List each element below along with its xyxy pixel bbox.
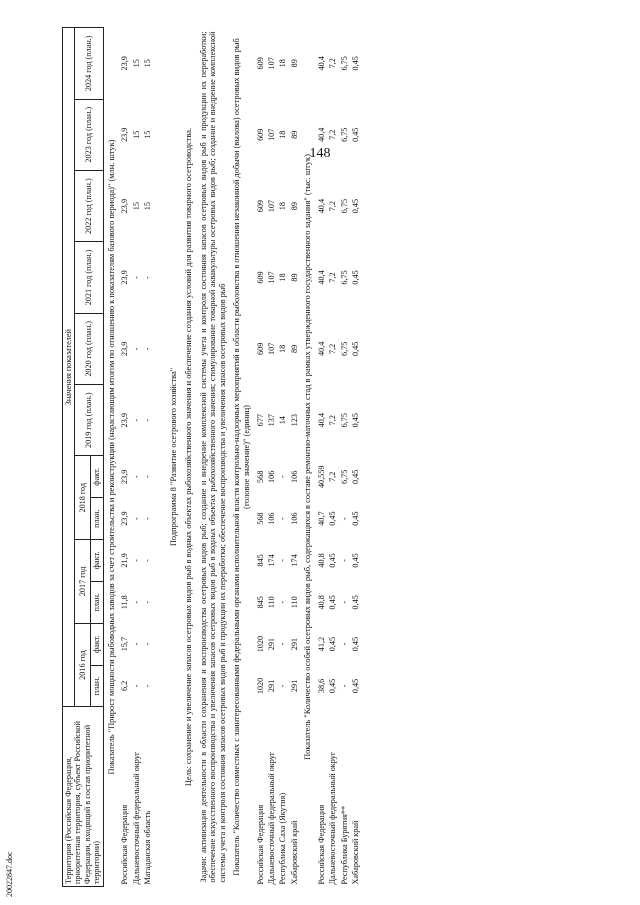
value-cell: 23,9 bbox=[120, 127, 130, 142]
value-cell: 845 bbox=[255, 554, 265, 567]
table-row bbox=[131, 28, 142, 887]
value-cell: 0,45 bbox=[351, 198, 361, 214]
value-cell: 7,2 bbox=[328, 58, 338, 69]
table-row bbox=[316, 28, 327, 887]
value-cell: - bbox=[131, 276, 141, 279]
value-cell: 11,8 bbox=[120, 595, 130, 610]
indicators-table bbox=[62, 27, 362, 887]
value-cell: 15 bbox=[143, 130, 153, 139]
value-cell: 18 bbox=[278, 202, 288, 211]
value-cell: - bbox=[143, 418, 153, 422]
future-year-header: 2021 год (план.) bbox=[75, 242, 103, 313]
fact-subheader: факт. bbox=[91, 456, 103, 498]
value-cell: 40,4 bbox=[316, 56, 326, 71]
value-cell: 23,9 bbox=[120, 413, 130, 428]
value-cell: 23,9 bbox=[120, 511, 130, 526]
value-cell: - bbox=[278, 600, 288, 604]
future-year-header: 2019 год (план.) bbox=[75, 385, 103, 456]
value-cell: - bbox=[339, 684, 349, 688]
value-cell: 0,45 bbox=[351, 511, 361, 526]
value-cell: 6,75 bbox=[339, 127, 349, 142]
value-cell: 107 bbox=[266, 199, 276, 213]
value-cell: 23,9 bbox=[120, 56, 130, 71]
table-row bbox=[350, 28, 361, 887]
value-cell: - bbox=[131, 684, 141, 688]
value-cell: - bbox=[143, 517, 153, 520]
value-cell: 89 bbox=[289, 59, 299, 68]
value-cell: 1020 bbox=[255, 635, 265, 653]
value-cell: - bbox=[131, 475, 141, 479]
table-row bbox=[119, 28, 130, 887]
value-cell: 0,45 bbox=[351, 270, 361, 285]
value-cell: 21,9 bbox=[120, 553, 130, 568]
value-cell: - bbox=[131, 600, 141, 604]
territory-name: Российская Федерация bbox=[255, 804, 265, 885]
value-cell: 6,75 bbox=[339, 413, 349, 428]
value-cell: 7,2 bbox=[328, 129, 338, 140]
value-cell: - bbox=[143, 684, 153, 688]
value-cell: 15 bbox=[143, 202, 153, 211]
value-cell: 174 bbox=[289, 554, 299, 567]
table-body bbox=[103, 28, 361, 887]
value-cell: 106 bbox=[289, 470, 299, 483]
value-cell: 609 bbox=[255, 57, 265, 70]
subprogram-goal: Цель: сохранение и увеличение запасов осетровых видов рыб в водных объектах рыбохозяйственного значения и обеспечение создания условий для развития товарного осетроводства. bbox=[184, 127, 194, 787]
value-cell: - bbox=[278, 642, 288, 646]
value-cell: 106 bbox=[289, 512, 299, 525]
value-cell: - bbox=[131, 517, 141, 520]
value-cell: 609 bbox=[255, 199, 265, 213]
value-cell: 23,9 bbox=[120, 341, 130, 356]
value-cell: 609 bbox=[255, 271, 265, 284]
value-cell: 40,4 bbox=[316, 413, 326, 428]
value-cell: 15 bbox=[131, 59, 141, 68]
value-cell: - bbox=[339, 517, 349, 520]
value-cell: - bbox=[278, 559, 288, 562]
value-cell: 110 bbox=[289, 596, 299, 609]
value-cell: 40,4 bbox=[316, 198, 326, 214]
value-cell: 7,2 bbox=[328, 415, 338, 426]
value-cell: 291 bbox=[289, 637, 299, 651]
value-cell: - bbox=[131, 559, 141, 562]
territory-name: Дальневосточный федеральный округ bbox=[131, 751, 141, 885]
value-cell: 0,45 bbox=[351, 553, 361, 568]
value-cell: 18 bbox=[278, 344, 288, 353]
table-row bbox=[339, 28, 350, 887]
value-cell: - bbox=[339, 642, 349, 646]
value-cell: 89 bbox=[289, 344, 299, 353]
value-cell: 123 bbox=[289, 414, 299, 427]
value-cell: - bbox=[143, 347, 153, 351]
indicator-caption: Показатель "Количество совместных с заинтересованными федеральными органами исполнительной власти контрольно-надзорных мероприятий в области рыболовства в отношении незаконной добычи (вылова) осетровых видов рыб (головое значение)" (единиц) bbox=[232, 38, 251, 876]
value-cell: 609 bbox=[255, 128, 265, 141]
value-cell: 0,45 bbox=[351, 469, 361, 484]
value-cell: 0,45 bbox=[351, 413, 361, 428]
territory-name: Хабаровский край bbox=[351, 820, 361, 885]
territory-name: Дальневосточный федеральный округ bbox=[328, 751, 338, 885]
value-cell: 23,9 bbox=[120, 198, 130, 214]
value-cell: 0,45 bbox=[351, 595, 361, 610]
value-cell: 677 bbox=[255, 414, 265, 427]
value-cell: - bbox=[143, 642, 153, 646]
indicator-caption: Показатель "Количество особей осетровых видов рыб, содержащихся в составе ремонтно-маточных стад в рамках утвержденного государственного задания" (тыс. штук) bbox=[303, 154, 313, 760]
value-cell: 174 bbox=[266, 554, 276, 567]
value-cell: - bbox=[278, 684, 288, 688]
value-cell: 0,45 bbox=[328, 595, 338, 610]
value-cell: 568 bbox=[255, 512, 265, 525]
fact-subheader: факт. bbox=[91, 540, 103, 582]
value-cell: - bbox=[339, 600, 349, 604]
value-cell: 291 bbox=[266, 679, 276, 693]
value-cell: 107 bbox=[266, 271, 276, 284]
plan-subheader: план. bbox=[91, 498, 103, 540]
value-cell: - bbox=[143, 559, 153, 562]
value-cell: 15 bbox=[131, 202, 141, 211]
value-cell: 0,45 bbox=[328, 511, 338, 526]
value-cell: 15,7 bbox=[120, 636, 130, 652]
value-cell: 7,2 bbox=[328, 272, 338, 283]
value-cell: 0,45 bbox=[351, 636, 361, 652]
value-cell: 38,6 bbox=[316, 678, 326, 694]
value-cell: 15 bbox=[143, 59, 153, 68]
value-cell: 89 bbox=[289, 273, 299, 282]
value-cell: 291 bbox=[266, 637, 276, 651]
value-cell: 40,8 bbox=[316, 595, 326, 610]
page-number: 148 bbox=[309, 146, 331, 161]
value-cell: 609 bbox=[255, 342, 265, 355]
subprogram-tasks: Задачи: активизация деятельности в области сохранения и воспроизводства осетровых видов рыб; создание и внедрение комплексной системы учета и контроля состояния запасов осетровых видов рыб и продукции их переработки; обеспечение искусственного воспроизводства и увеличения запасов осетровых видов рыб в водных объектах рыбохозяйственного значения; стимулирование товарной аквакультуры осетровых видов рыб; создание и внедрение комплексной системы учета и контроля состояния запасов осетровых видов рыб и продукции их переработки; обеспечение воспроизводства и увеличения запасов осетровых видов рыб bbox=[198, 31, 227, 883]
value-cell: 40,4 bbox=[316, 127, 326, 142]
value-cell: 6,75 bbox=[339, 270, 349, 285]
value-cell: 6,2 bbox=[120, 680, 130, 692]
territory-header: Территория (Российская Федерация, приоритетная территория, субъект Российской Федерации, входящий в состав приоритетной территории) bbox=[63, 707, 104, 887]
plan-subheader: план. bbox=[91, 665, 103, 707]
value-cell: - bbox=[278, 475, 288, 479]
value-cell: - bbox=[131, 642, 141, 646]
table-row bbox=[142, 28, 153, 887]
value-cell: 0,45 bbox=[328, 678, 338, 694]
value-cell: 6,75 bbox=[339, 469, 349, 484]
value-cell: 7,2 bbox=[328, 471, 338, 482]
future-year-header: 2020 год (план.) bbox=[75, 313, 103, 384]
value-cell: 0,45 bbox=[351, 127, 361, 142]
value-cell: 41,2 bbox=[316, 636, 326, 652]
value-cell: 40,4 bbox=[316, 341, 326, 356]
value-cell: 0,45 bbox=[328, 553, 338, 568]
table-row bbox=[289, 28, 300, 887]
table-row bbox=[327, 28, 338, 887]
future-year-header: 2024 год (план.) bbox=[75, 28, 103, 100]
value-cell: 6,75 bbox=[339, 198, 349, 214]
territory-name: Дальневосточный федеральный округ bbox=[266, 751, 276, 885]
value-cell: 110 bbox=[266, 596, 276, 609]
footer-filename: 20022847.doc bbox=[5, 851, 14, 897]
table-row bbox=[266, 28, 277, 887]
value-cell: 845 bbox=[255, 596, 265, 609]
subprogram-title: Подпрограмма 8 "Развитие осетрового хозяйства" bbox=[168, 367, 178, 547]
value-cell: - bbox=[143, 475, 153, 479]
value-cell: 137 bbox=[266, 414, 276, 427]
value-cell: 0,45 bbox=[351, 678, 361, 694]
value-cell: 0,45 bbox=[351, 56, 361, 71]
value-cell: 106 bbox=[266, 470, 276, 483]
value-cell: 18 bbox=[278, 130, 288, 139]
value-cell: 40,7 bbox=[316, 511, 326, 526]
value-cell: 23,9 bbox=[120, 270, 130, 285]
indicator-caption: Показатель "Прирост мощности рыбоводных заводов за счет строительства и реконструкции (нарастающим итогом по отношению к показателям базового периода)" (млн. штук) bbox=[106, 139, 116, 775]
value-cell: 18 bbox=[278, 59, 288, 68]
fact-subheader: факт. bbox=[91, 623, 103, 665]
plan-subheader: план. bbox=[91, 581, 103, 623]
value-cell: 6,75 bbox=[339, 56, 349, 71]
value-cell: 7,2 bbox=[328, 343, 338, 354]
territory-name: Магаданская область bbox=[143, 810, 153, 885]
value-cell: - bbox=[131, 418, 141, 422]
value-cell: 15 bbox=[131, 130, 141, 139]
year-header: 2017 год bbox=[75, 540, 91, 624]
table-row bbox=[255, 28, 266, 887]
value-cell: - bbox=[143, 276, 153, 279]
value-cell: 14 bbox=[278, 416, 288, 425]
value-cell: 40,559 bbox=[316, 465, 326, 489]
table-row bbox=[277, 28, 288, 887]
value-cell: 107 bbox=[266, 57, 276, 70]
value-cell: 89 bbox=[289, 130, 299, 139]
spacer bbox=[154, 28, 166, 887]
value-cell: 18 bbox=[278, 273, 288, 282]
year-header: 2016 год bbox=[75, 623, 91, 707]
value-cell: 107 bbox=[266, 342, 276, 355]
value-cell: 89 bbox=[289, 202, 299, 211]
value-cell: 0,45 bbox=[351, 341, 361, 356]
value-cell: 7,2 bbox=[328, 201, 338, 212]
value-cell: 6,75 bbox=[339, 341, 349, 356]
value-cell: 1020 bbox=[255, 677, 265, 695]
territory-name: Хабаровский край bbox=[289, 820, 299, 885]
territory-name: Республика Саха (Якутия) bbox=[278, 792, 288, 885]
value-cell: 40,8 bbox=[316, 553, 326, 568]
value-cell: - bbox=[278, 517, 288, 520]
territory-name: Республика Бурятия** bbox=[339, 805, 349, 885]
value-cell: - bbox=[339, 559, 349, 562]
value-cell: - bbox=[143, 600, 153, 604]
future-year-header: 2023 год (план.) bbox=[75, 99, 103, 170]
table-header bbox=[63, 28, 104, 887]
year-header: 2018 год bbox=[75, 456, 91, 540]
value-cell: 106 bbox=[266, 512, 276, 525]
rotated-table-wrapper bbox=[62, 27, 615, 887]
value-cell: 568 bbox=[255, 470, 265, 483]
value-cell: 40,4 bbox=[316, 270, 326, 285]
value-cell: - bbox=[131, 347, 141, 351]
future-year-header: 2022 год (план.) bbox=[75, 170, 103, 241]
value-cell: 107 bbox=[266, 128, 276, 141]
values-header: Значения показателей bbox=[63, 28, 75, 707]
territory-name: Российская Федерация bbox=[120, 804, 130, 885]
territory-name: Российская Федерация bbox=[316, 804, 326, 885]
value-cell: 23,9 bbox=[120, 469, 130, 484]
value-cell: 0,45 bbox=[328, 636, 338, 652]
value-cell: 291 bbox=[289, 679, 299, 693]
